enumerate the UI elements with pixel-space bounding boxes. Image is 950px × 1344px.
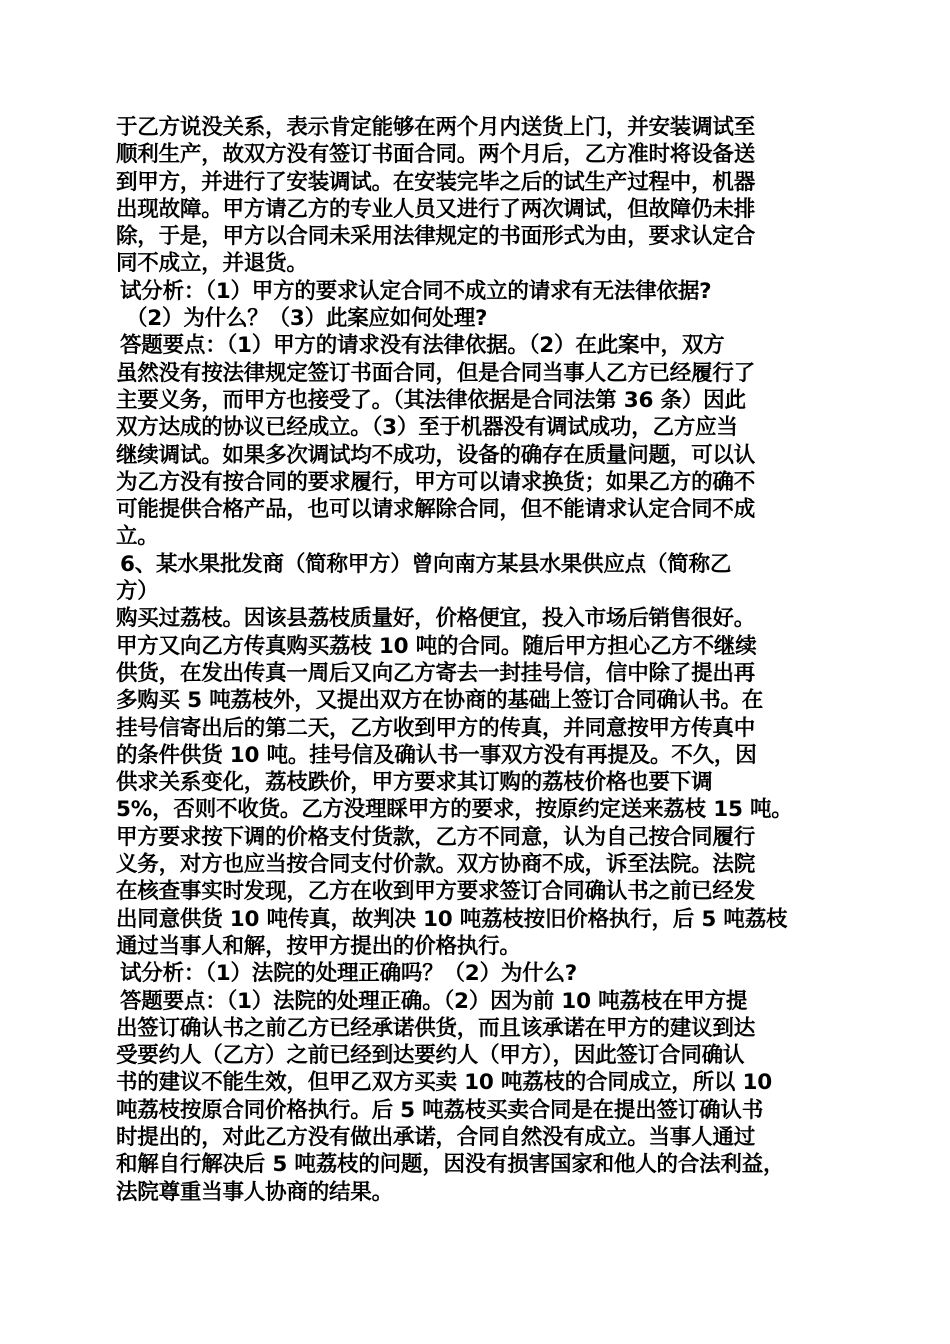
text-line: 法院尊重当事人协商的结果。 (116, 1179, 393, 1205)
text-line: 同不成立，并退货。 (116, 251, 308, 277)
text-line: 通过当事人和解，按甲方提出的价格执行。 (116, 933, 521, 959)
answer-heading: 答题要点：（1）法院的处理正确。（2）因为前 10 吨荔枝在甲方提 (120, 988, 748, 1014)
text-line: 为乙方没有按合同的要求履行，甲方可以请求换货；如果乙方的确不 (116, 469, 756, 495)
text-line: 到甲方，并进行了安装调试。在安装完毕之后的试生产过程中，机器 (116, 169, 756, 195)
text-line: 供求关系变化，荔枝跌价，甲方要求其订购的荔枝价格也要下调 (116, 770, 713, 796)
text-line: 立。 (116, 524, 159, 550)
text-line: 除，于是，甲方以合同未采用法律规定的书面形式为由，要求认定合 (116, 224, 756, 250)
text-line: 出现故障。甲方请乙方的专业人员又进行了两次调试，但故障仍未排 (116, 196, 756, 222)
text-line: 甲方要求按下调的价格支付货款，乙方不同意，认为自己按合同履行 (116, 824, 756, 850)
question-heading: 试分析：（1）法院的处理正确吗？（2）为什么? (120, 961, 578, 987)
text-line: 和解自行解决后 5 吨荔枝的问题，因没有损害国家和他人的合法利益， (116, 1152, 785, 1178)
case-heading: 6、某水果批发商（简称甲方）曾向南方某县水果供应点（简称乙 (120, 551, 732, 577)
text-line: 甲方又向乙方传真购买荔枝 10 吨的合同。随后甲方担心乙方不继续 (116, 633, 757, 659)
text-line: 可能提供合格产品，也可以请求解除合同，但不能请求认定合同不成 (116, 497, 756, 523)
text-line: 供货，在发出传真一周后又向乙方寄去一封挂号信，信中除了提出再 (116, 660, 756, 686)
text-line: 购买过荔枝。因该县荔枝质量好，价格便宜，投入市场后销售很好。 (116, 606, 756, 632)
text-line: 的条件供货 10 吨。挂号信及确认书一事双方没有再提及。不久，因 (116, 742, 757, 768)
text-line: 虽然没有按法律规定签订书面合同，但是合同当事人乙方已经履行了 (116, 360, 756, 386)
answer-heading: 答题要点：（1）甲方的请求没有法律依据。（2）在此案中，双方 (120, 333, 725, 359)
text-line: 双方达成的协议已经成立。（3）至于机器没有调试成功，乙方应当 (116, 415, 738, 441)
text-line: 5%，否则不收货。乙方没理睬甲方的要求，按原约定送来荔枝 15 吨。 (116, 797, 793, 823)
text-line: 于乙方说没关系，表示肯定能够在两个月内送货上门，并安装调试至 (116, 115, 756, 140)
text-line: 出签订确认书之前乙方已经承诺供货，而且该承诺在甲方的建议到达 (116, 1015, 756, 1041)
text-line: 书的建议不能生效，但甲乙双方买卖 10 吨荔枝的合同成立，所以 10 (116, 1070, 772, 1096)
text-line: 多购买 5 吨荔枝外，又提出双方在协商的基础上签订合同确认书。在 (116, 688, 764, 714)
text-line: 主要义务，而甲方也接受了。（其法律依据是合同法第 36 条）因此 (116, 387, 746, 413)
text-line: 挂号信寄出后的第二天，乙方收到甲方的传真，并同意按甲方传真中 (116, 715, 756, 741)
question-heading: （2）为什么？（3）此案应如何处理? (126, 306, 488, 332)
question-heading: 试分析：（1）甲方的要求认定合同不成立的请求有无法律依据? (120, 278, 712, 304)
text-line: 方） (116, 579, 159, 605)
text-line: 义务，对方也应当按合同支付价款。双方协商不成，诉至法院。法院 (116, 852, 756, 878)
text-line: 出同意供货 10 吨传真，故判决 10 吨荔枝按旧价格执行，后 5 吨荔枝 (116, 906, 788, 932)
text-line: 吨荔枝按原合同价格执行。后 5 吨荔枝买卖合同是在提出签订确认书 (116, 1097, 764, 1123)
text-line: 受要约人（乙方）之前已经到达要约人（甲方），因此签订合同确认 (116, 1043, 745, 1069)
text-line: 继续调试。如果多次调试均不成功，设备的确存在质量问题，可以认 (116, 442, 756, 468)
text-line: 在核查事实时发现，乙方在收到甲方要求签订合同确认书之前已经发 (116, 879, 756, 905)
text-line: 时提出的，对此乙方没有做出承诺，合同自然没有成立。当事人通过 (116, 1124, 756, 1150)
text-line: 顺利生产，故双方没有签订书面合同。两个月后，乙方准时将设备送 (116, 142, 756, 168)
document-body (116, 114, 846, 1206)
